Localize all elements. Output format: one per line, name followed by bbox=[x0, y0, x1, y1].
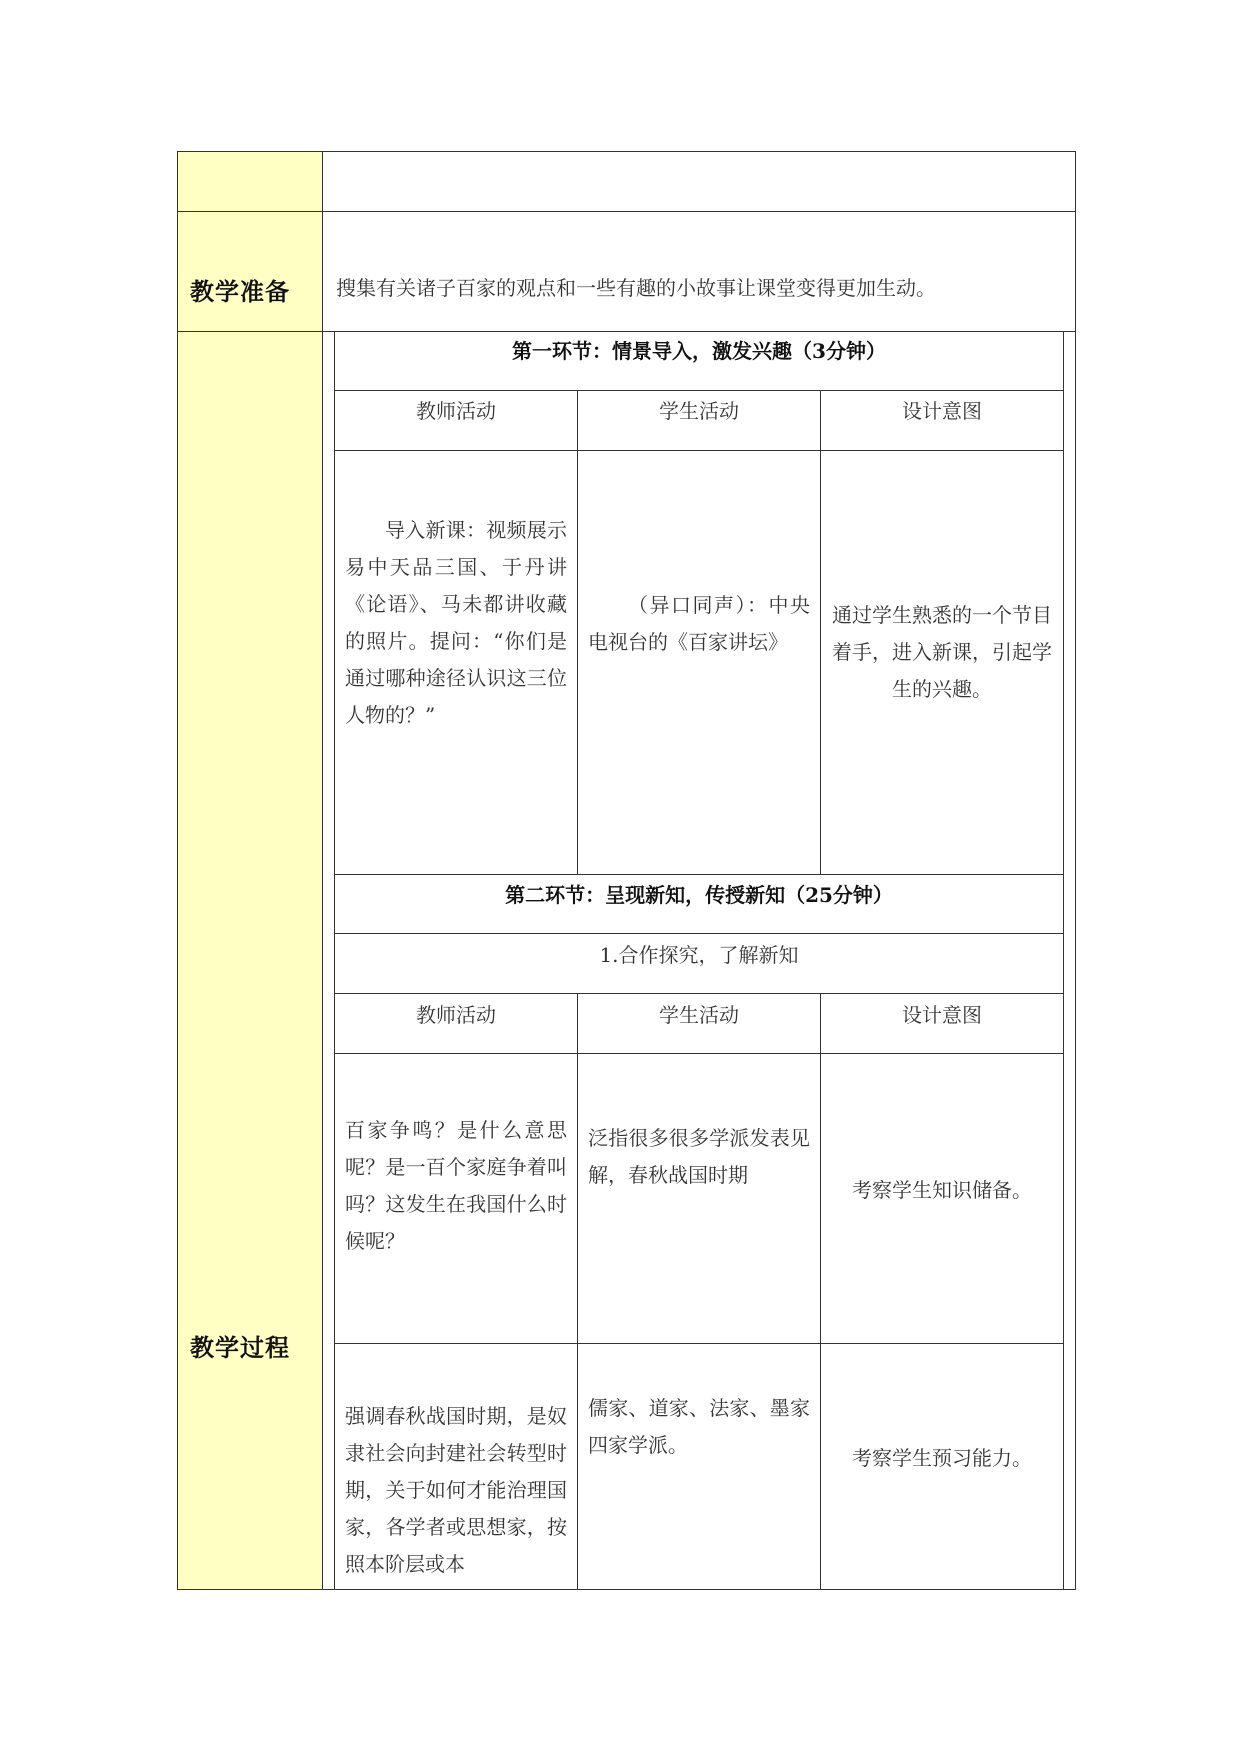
section2-title: 第二环节：呈现新知，传授新知（25分钟） bbox=[505, 883, 893, 907]
s1-header-teacher: 教师活动 bbox=[416, 399, 496, 423]
prep-text: 搜集有关诸子百家的观点和一些有趣的小故事让课堂变得更加生动。 bbox=[336, 276, 936, 300]
s1-design-intent: 通过学生熟悉的一个节目着手，进入新课，引起学生的兴趣。 bbox=[832, 603, 1052, 701]
s1-header-intent: 设计意图 bbox=[902, 399, 982, 423]
label-cell-process bbox=[178, 331, 322, 1589]
s1-teacher-activity: 导入新课：视频展示易中天品三国、于丹讲《论语》、马未都讲收藏的照片。提问：“你们是通过哪种途径认识这三位人物的？” bbox=[345, 518, 567, 727]
s2-header-student: 学生活动 bbox=[659, 1003, 739, 1027]
s2-row1-intent: 考察学生知识储备。 bbox=[852, 1178, 1032, 1202]
s2-row2-intent: 考察学生预习能力。 bbox=[852, 1446, 1032, 1470]
s2-row2-student: 儒家、道家、法家、墨家四家学派。 bbox=[588, 1396, 810, 1457]
s2-row2-teacher: 强调春秋战国时期，是奴隶社会向封建社会转型时期，关于如何才能治理国家，各学者或思想家，按照本阶层或本 bbox=[345, 1404, 567, 1576]
row-label-prep: 教学准备 bbox=[190, 277, 290, 306]
s2-header-teacher: 教师活动 bbox=[416, 1003, 496, 1027]
s1-header-student: 学生活动 bbox=[659, 399, 739, 423]
row-label-process: 教学过程 bbox=[190, 1333, 290, 1362]
section2-subtitle: 1.合作探究，了解新知 bbox=[599, 943, 799, 967]
section1-title: 第一环节：情景导入，激发兴趣（3分钟） bbox=[512, 339, 886, 363]
label-cell-prep bbox=[178, 211, 322, 331]
s2-header-intent: 设计意图 bbox=[902, 1003, 982, 1027]
label-cell-top bbox=[178, 151, 322, 211]
s1-student-activity: （异口同声）：中央电视台的《百家讲坛》 bbox=[588, 593, 810, 654]
s2-row1-student: 泛指很多很多学派发表见解，春秋战国时期 bbox=[588, 1126, 810, 1187]
s2-row1-teacher: 百家争鸣？是什么意思呢？是一百个家庭争着叫吗？这发生在我国什么时候呢？ bbox=[345, 1118, 567, 1253]
